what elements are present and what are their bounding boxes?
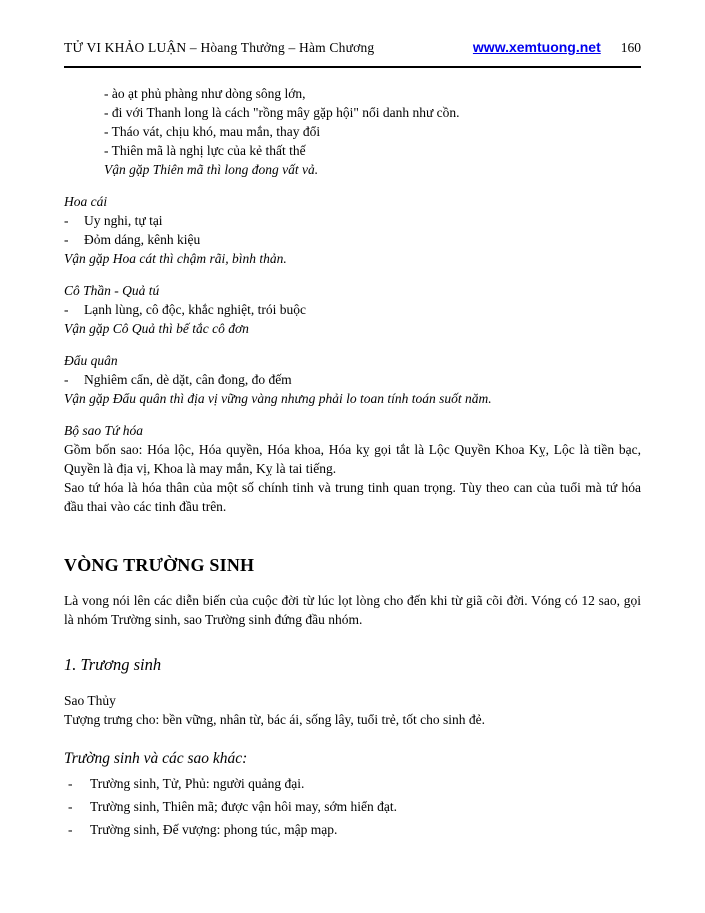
thien-ma-line: - ào ạt phủ phàng như dòng sông lớn, — [104, 86, 306, 101]
page-header — [64, 38, 641, 68]
heading-vong-truong-sinh: VÒNG TRƯỜNG SINH — [64, 555, 255, 575]
tu-hoa-paragraph: Sao tứ hóa là hóa thân của một số chính tinh và trung tinh quan trọng. Tùy theo can của tuổi mà tứ hóa đầu thai vào các tinh đầu trên. — [64, 480, 641, 514]
list-item — [68, 795, 641, 818]
dau-quan-note: Vận gặp Đẩu quân thì địa vị vững vàng nhưng phải lo toan tính toán suốt năm. — [64, 391, 492, 406]
dash-marker: - — [68, 799, 73, 814]
thien-ma-line: - Tháo vát, chịu khó, mau mắn, thay đổi — [104, 124, 321, 139]
others-bullet: Trường sinh, Tử, Phủ: người quảng đại. — [90, 776, 305, 791]
dash-marker: - — [64, 213, 69, 228]
thien-ma-note: Vận gặp Thiên mã thì long đong vất vả. — [104, 162, 319, 177]
dau-quan-bullet: Nghiêm cẩn, dè dặt, cân đong, đo đếm — [84, 372, 292, 387]
section-co-than — [64, 281, 641, 338]
dash-marker: - — [64, 302, 69, 317]
thien-ma-line: - Thiên mã là nghị lực của kẻ thất thế — [104, 143, 306, 158]
dash-marker: - — [68, 776, 73, 791]
hoa-cai-bullet: Uy nghi, tự tại — [84, 213, 163, 228]
section-dau-quan — [64, 351, 641, 408]
list-item — [68, 772, 641, 795]
section-thien-ma — [64, 84, 641, 179]
thien-ma-line: - đi với Thanh long là cách "rồng mây gặp hội" nổi danh như cồn. — [104, 105, 460, 120]
hoa-cai-title: Hoa cái — [64, 194, 108, 209]
truong-sinh-sao-block — [64, 691, 641, 729]
document-title: TỬ VI KHẢO LUẬN – Hòang Thưởng – Hàm Chương — [64, 40, 375, 55]
co-than-bullet: Lạnh lùng, cô độc, khắc nghiệt, trói buộc — [84, 302, 306, 317]
sao-description: Tượng trưng cho: bền vững, nhân từ, bác ái, sống lây, tuổi trẻ, tốt cho sinh đẻ. — [64, 712, 485, 727]
tu-hoa-paragraph: Gồm bốn sao: Hóa lộc, Hóa quyền, Hóa khoa, Hóa kỵ gọi tắt là Lộc Quyền Khoa Kỵ, Lộc là tiền bạc, Quyền là địa vị, Khoa là may mắn, Kỵ là tai tiếng. — [64, 442, 641, 476]
truong-sinh-others-list — [64, 772, 641, 841]
website-link[interactable]: www.xemtuong.net — [472, 39, 601, 55]
list-item — [64, 211, 641, 230]
truong-sinh-intro: Là vong nói lên các diễn biến của cuộc đời từ lúc lọt lòng cho đến khi từ giã cõi đời. Vóng có 12 sao, gọi là nhóm Trường sinh, sao Trường sinh đứng đầu nhóm. — [64, 593, 641, 627]
subheading-truong-sinh-others: Trường sinh và các sao khác: — [64, 750, 248, 767]
section-tu-hoa — [64, 421, 641, 516]
hoa-cai-note: Vận gặp Hoa cát thì chậm rãi, bình thản. — [64, 251, 287, 266]
section-hoa-cai — [64, 192, 641, 268]
hoa-cai-bullet: Đỏm dáng, kênh kiệu — [84, 232, 201, 247]
dash-marker: - — [64, 232, 69, 247]
co-than-note: Vận gặp Cô Quả thì bế tắc cô đơn — [64, 321, 249, 336]
dash-marker: - — [68, 822, 73, 837]
others-bullet: Trường sinh, Đế vượng: phong túc, mập mạp. — [90, 822, 338, 837]
list-item — [64, 230, 641, 249]
list-item — [64, 300, 641, 319]
list-item — [64, 370, 641, 389]
tu-hoa-title: Bộ sao Tứ hóa — [64, 423, 143, 438]
dash-marker: - — [64, 372, 69, 387]
others-bullet: Trường sinh, Thiên mã; được vận hôi may, sớm hiển đạt. — [90, 799, 398, 814]
page-number: 160 — [620, 40, 641, 55]
dau-quan-title: Đẩu quân — [64, 353, 118, 368]
list-item — [68, 818, 641, 841]
subheading-truong-sinh: 1. Trương sinh — [64, 655, 162, 674]
co-than-title: Cô Thần - Quả tú — [64, 283, 160, 298]
sao-label: Sao Thủy — [64, 693, 116, 708]
